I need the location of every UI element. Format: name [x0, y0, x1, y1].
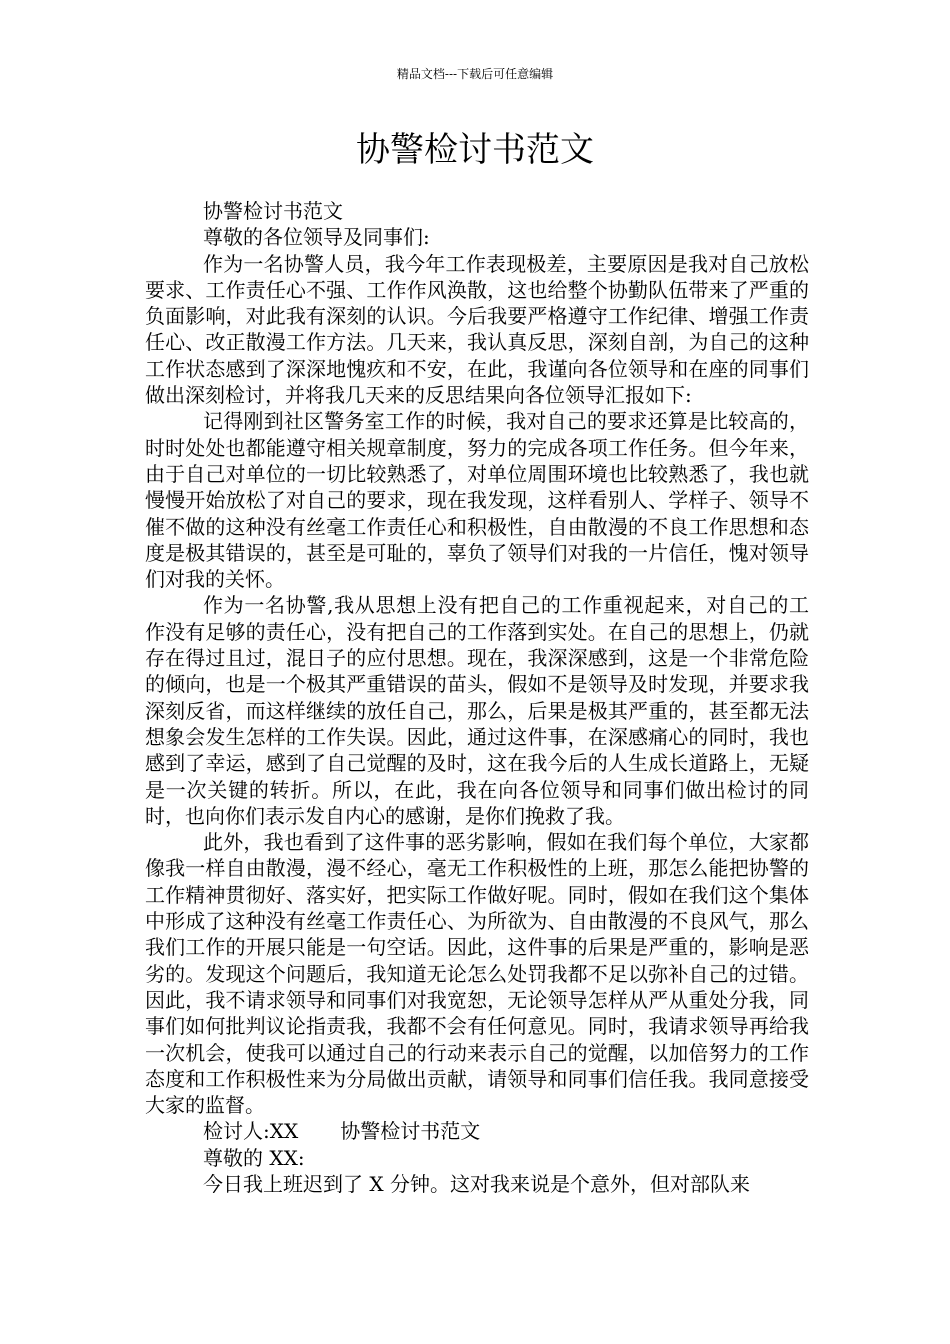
second-title: 协警检讨书范文 [340, 1119, 481, 1144]
paragraph-1: 作为一名协警人员，我今年工作表现极差，主要原因是我对自己放松要求、工作责任心不强、工作作风涣散，这也给整个协勤队伍带来了严重的负面影响，对此我有深刻的认识。今后我要严格遵守工作纪律、增强工作责任心、改正散漫工作方法。几天来，我认真反思，深刻自剖，为自己的这种工作状态感到了深深地愧疚和不安，在此，我谨向各位领导和在座的同事们做出深刻检讨，并将我几天来的反思结果向各位领导汇报如下: [145, 251, 809, 408]
paragraph-4: 此外，我也看到了这件事的恶劣影响，假如在我们每个单位，大家都像我一样自由散漫，漫不经心，毫无工作积极性的上班，那怎么能把协警的工作精神贯彻好、落实好，把实际工作做好呢。同时，假如在我们这个集体中形成了这种没有丝毫工作责任心、为所欲为、自由散漫的不良风气，那么我们工作的开展只能是一句空话。因此，这件事的后果是严重的，影响是恶劣的。发现这个问题后，我知道无论怎么处罚我都不足以弥补自己的过错。因此，我不请求领导和同事们对我宽恕，无论领导怎样从严从重处分我，同事们如何批判议论指责我，我都不会有任何意见。同时，我请求领导再给我一次机会，使我可以通过自己的行动来表示自己的觉醒，以加倍努力的工作态度和工作积极性来为分局做出贡献，请领导和同事们信任我。我同意接受大家的监督。 [145, 830, 809, 1118]
subtitle: 协警检讨书范文 [203, 199, 343, 223]
signature-line [145, 1118, 809, 1144]
second-paragraph: 今日我上班迟到了 X 分钟。这对我来说是个意外，但对部队来 [203, 1171, 750, 1196]
signature: 检讨人:XX [203, 1119, 299, 1144]
paragraph-3: 作为一名协警,我从思想上没有把自己的工作重视起来，对自己的工作没有足够的责任心，没有把自己的工作落到实处。在自己的思想上，仍就存在得过且过，混日子的应付思想。现在，我深深感到，这是一个非常危险的倾向，也是一个极其严重错误的苗头，假如不是领导及时发现，并要求我深刻反省，而这样继续的放任自己，那么，后果是极其严重的，甚至都无法想象会发生怎样的工作失误。因此，通过这件事，在深感痛心的同时，我也感到了幸运，感到了自己觉醒的及时，这在我今后的人生成长道路上，无疑是一次关键的转折。所以，在此，我在向各位领导和同事们做出检讨的同时，也向你们表示发自内心的感谢，是你们挽救了我。 [145, 593, 809, 828]
document-title: 协警检讨书范文 [356, 130, 594, 170]
page-header: 精品文档---下载后可任意编辑 [396, 67, 554, 81]
salutation: 尊敬的各位领导及同事们: [203, 225, 430, 250]
document-body [145, 198, 809, 1197]
second-salutation: 尊敬的 XX: [203, 1145, 305, 1170]
paragraph-2: 记得刚到社区警务室工作的时候，我对自己的要求还算是比较高的，时时处处也都能遵守相关规章制度，努力的完成各项工作任务。但今年来，由于自己对单位的一切比较熟悉了，对单位周围环境也比较熟悉了，我也就慢慢开始放松了对自己的要求，现在我发现，这样看别人、学样子、领导不催不做的这种没有丝毫工作责任心和积极性，自由散漫的不良工作思想和态度是极其错误的，甚至是可耻的，辜负了领导们对我的一片信任，愧对领导们对我的关怀。 [145, 409, 809, 592]
